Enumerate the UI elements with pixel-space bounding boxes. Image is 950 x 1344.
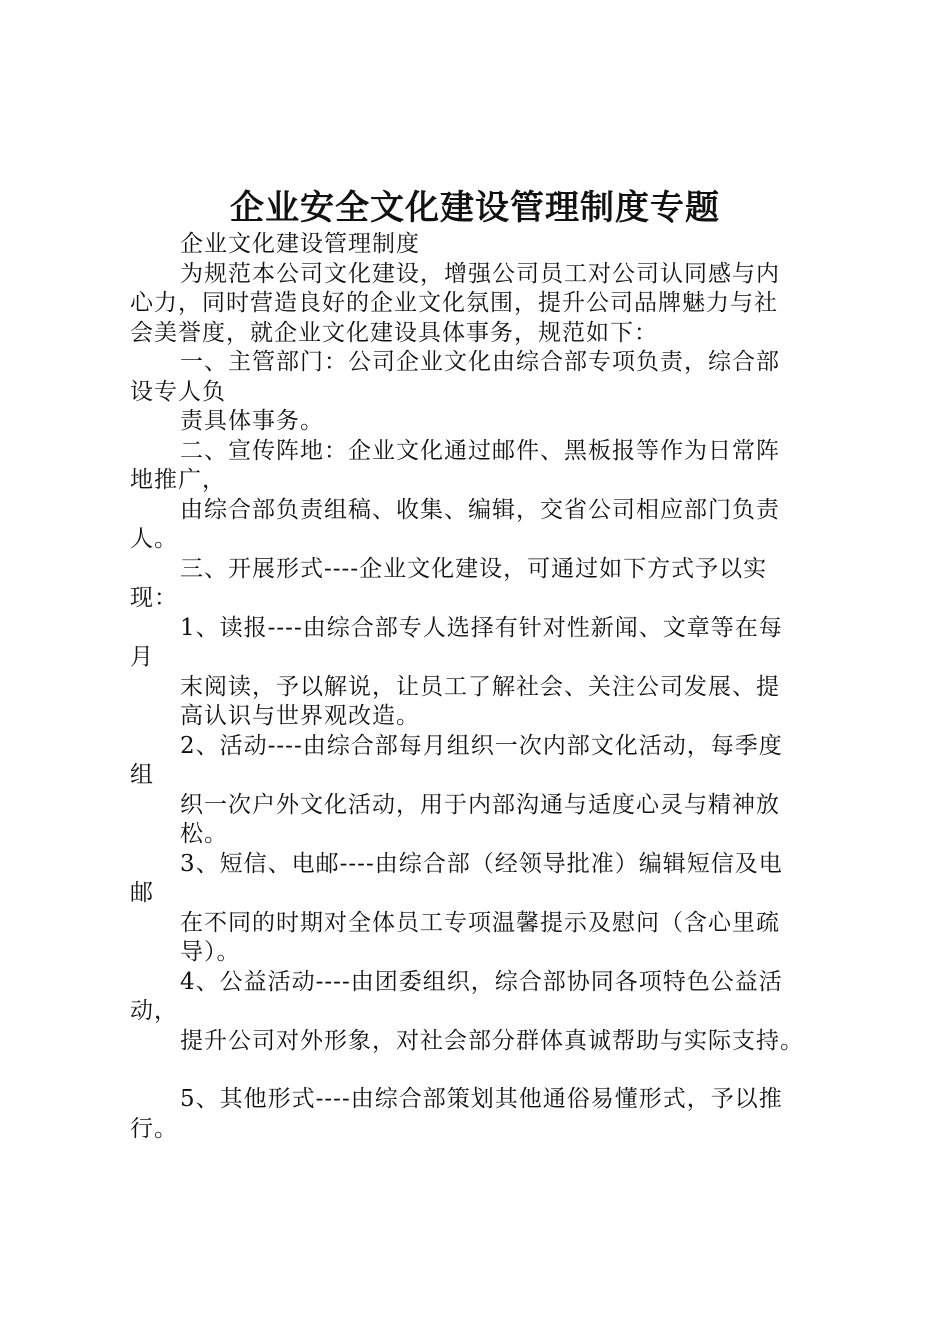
text-line: 二、宣传阵地：企业文化通过邮件、黑板报等作为日常阵 (180, 437, 780, 464)
text-line: 末阅读，予以解说，让员工了解社会、关注公司发展、提 (180, 673, 780, 700)
text-line: 会美誉度，就企业文化建设具体事务，规范如下： (130, 319, 658, 346)
text-line: 松。 (180, 821, 228, 847)
text-line: 动， (130, 998, 178, 1024)
text-line: 1、读报----由综合部专人选择有针对性新闻、文章等在每 (180, 614, 783, 641)
text-line: 心力，同时营造良好的企业文化氛围，提升公司品牌魅力与社 (130, 290, 778, 316)
text-line: 一、主管部门：公司企业文化由综合部专项负责，综合部 (180, 349, 780, 375)
text-line: 设专人负 (130, 378, 226, 405)
text-line: 三、开展形式----企业文化建设，可通过如下方式予以实 (180, 555, 768, 582)
text-line: 组 (130, 762, 154, 788)
text-line: 导）。 (180, 939, 241, 965)
text-line: 企业文化建设管理制度 (180, 231, 420, 257)
text-line: 月 (130, 644, 154, 670)
text-line: 4、公益活动----由团委组织，综合部协同各项特色公益活 (180, 968, 783, 995)
text-line: 责具体事务。 (180, 408, 324, 434)
text-line: 织一次户外文化活动，用于内部沟通与适度心灵与精神放 (180, 791, 780, 818)
text-line: 地推广， (130, 467, 226, 493)
text-line: 2、活动----由综合部每月组织一次内部文化活动，每季度 (180, 732, 783, 759)
text-line: 现： (130, 585, 178, 611)
text-line: 由综合部负责组稿、收集、编辑，交省公司相应部门负责 (180, 496, 780, 523)
text-line: 3、短信、电邮----由综合部（经领导批准）编辑短信及电 (180, 850, 783, 877)
text-line: 行。 (130, 1115, 178, 1142)
text-line: 在不同的时期对全体员工专项温馨提示及慰问（含心里疏 (180, 909, 780, 936)
text-line: 为规范本公司文化建设，增强公司员工对公司认同感与内 (180, 260, 780, 287)
document-title: 企业安全文化建设管理制度专题 (230, 188, 720, 228)
text-line: 人。 (130, 526, 178, 552)
document-body (130, 230, 835, 1144)
text-line (130, 1056, 835, 1085)
text-line: 邮 (130, 880, 154, 906)
text-line: 高认识与世界观改造。 (180, 703, 420, 729)
text-line: 5、其他形式----由综合部策划其他通俗易懂形式，予以推 (180, 1086, 783, 1112)
text-line: 提升公司对外形象，对社会部分群体真诚帮助与实际支持。 (180, 1027, 804, 1054)
